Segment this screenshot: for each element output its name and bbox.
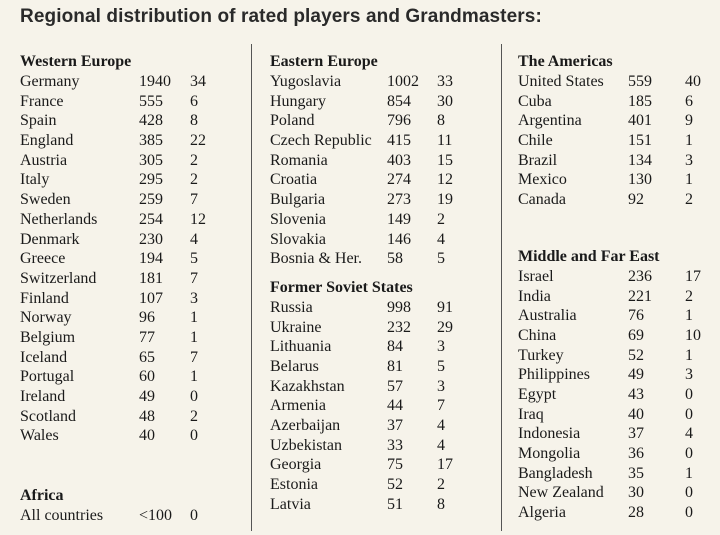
table-row xyxy=(270,436,495,456)
country-name: Finland xyxy=(20,289,69,307)
grandmaster-count: 91 xyxy=(437,298,453,316)
rated-players-count: 181 xyxy=(139,269,163,287)
grandmaster-count: 30 xyxy=(437,92,453,110)
table-row xyxy=(518,503,718,523)
table-row xyxy=(518,190,718,210)
grandmaster-count: 3 xyxy=(685,366,693,384)
table-row xyxy=(518,267,718,287)
rated-players-count: 77 xyxy=(139,328,155,346)
country-name: Lithuania xyxy=(270,338,332,356)
rated-players-count: 96 xyxy=(139,309,155,327)
grandmaster-count: 34 xyxy=(190,73,206,90)
country-name: Azerbaijan xyxy=(270,417,341,434)
grandmaster-count: 7 xyxy=(190,269,198,287)
section-eastern-europe xyxy=(270,52,495,269)
grandmaster-count: 1 xyxy=(190,368,198,386)
country-name: Bangladesh xyxy=(518,464,593,482)
grandmaster-count: 1 xyxy=(685,346,693,364)
country-name: Netherlands xyxy=(20,210,98,228)
grandmaster-count: 8 xyxy=(190,112,198,130)
grandmaster-count: 9 xyxy=(685,112,693,130)
rated-players-count: 51 xyxy=(387,495,403,513)
rated-players-count: 33 xyxy=(387,436,403,454)
country-name: Philippines xyxy=(518,366,591,384)
rated-players-count: 1940 xyxy=(139,73,171,90)
country-name: Belgium xyxy=(20,328,76,346)
country-name: Ukraine xyxy=(270,318,322,336)
rated-players-count: 36 xyxy=(628,445,644,462)
country-name: Mongolia xyxy=(518,445,581,462)
table-row xyxy=(270,190,495,210)
country-name: Germany xyxy=(20,73,80,90)
grandmaster-count: 4 xyxy=(437,417,445,434)
table-row xyxy=(270,298,495,318)
grandmaster-count: 3 xyxy=(437,338,445,356)
table-row xyxy=(20,506,240,526)
country-name: Poland xyxy=(270,112,315,130)
table-row xyxy=(20,92,240,112)
table-row xyxy=(270,495,495,515)
grandmaster-count: 1 xyxy=(685,132,693,150)
country-name: Indonesia xyxy=(518,425,581,443)
country-name: Sweden xyxy=(20,191,71,209)
table-row xyxy=(518,151,718,171)
country-name: Czech Republic xyxy=(270,132,372,150)
grandmaster-count: 15 xyxy=(437,151,453,169)
rated-players-count: 44 xyxy=(387,397,403,415)
grandmaster-count: 19 xyxy=(437,191,453,209)
country-name: Switzerland xyxy=(20,269,97,287)
country-name: Portugal xyxy=(20,368,75,386)
country-name: Norway xyxy=(20,309,72,327)
table-row xyxy=(20,308,240,328)
rated-players-count: 559 xyxy=(628,73,652,90)
grandmaster-count: 0 xyxy=(190,507,198,524)
rated-players-count: 1002 xyxy=(387,73,419,90)
country-name: Romania xyxy=(270,151,328,169)
rated-players-count: 37 xyxy=(387,417,403,434)
country-name: Canada xyxy=(518,191,566,209)
table-row xyxy=(270,249,495,269)
grandmaster-count: 4 xyxy=(685,425,693,443)
rated-players-count: 295 xyxy=(139,171,163,189)
grandmaster-count: 1 xyxy=(190,309,198,327)
rated-players-count: 43 xyxy=(628,385,644,403)
grandmaster-count: 1 xyxy=(685,171,693,189)
grandmaster-count: 5 xyxy=(190,250,198,268)
table-row xyxy=(518,424,718,444)
table-row xyxy=(20,210,240,230)
country-name: Austria xyxy=(20,151,68,169)
rated-players-count: 57 xyxy=(387,377,403,395)
section-former-soviet-states xyxy=(270,278,495,515)
table-row xyxy=(518,444,718,464)
country-name: All countries xyxy=(20,507,104,524)
country-name: Wales xyxy=(20,427,59,445)
table-row xyxy=(270,396,495,416)
column-divider xyxy=(501,44,502,531)
rated-players-count: 254 xyxy=(139,210,163,228)
table-row xyxy=(518,287,718,307)
table-row xyxy=(270,92,495,112)
grandmaster-count: 7 xyxy=(437,397,445,415)
table-row xyxy=(270,111,495,131)
country-name: Chile xyxy=(518,132,553,150)
country-name: Italy xyxy=(20,171,50,189)
grandmaster-count: 8 xyxy=(437,112,445,130)
country-name: Iraq xyxy=(518,405,544,423)
section-heading: Former Soviet States xyxy=(270,278,413,296)
rated-players-count: 236 xyxy=(628,267,652,285)
table-row xyxy=(518,170,718,190)
grandmaster-count: 1 xyxy=(685,464,693,482)
rated-players-count: 49 xyxy=(628,366,644,384)
section-africa xyxy=(20,486,240,526)
rated-players-count: 221 xyxy=(628,287,652,305)
table-row xyxy=(270,455,495,475)
table-row xyxy=(270,475,495,495)
rated-players-count: 415 xyxy=(387,132,411,150)
rated-players-count: 76 xyxy=(628,307,644,325)
table-row xyxy=(518,92,718,112)
grandmaster-count: 3 xyxy=(190,289,198,307)
grandmaster-count: 2 xyxy=(190,171,198,189)
grandmaster-count: 17 xyxy=(437,456,453,474)
rated-players-count: 60 xyxy=(139,368,155,386)
rated-players-count: 230 xyxy=(139,230,163,248)
table-row xyxy=(20,407,240,427)
country-name: Georgia xyxy=(270,456,322,474)
country-name: Australia xyxy=(518,307,577,325)
table-row xyxy=(270,170,495,190)
rated-players-count: 134 xyxy=(628,151,652,169)
table-row xyxy=(270,357,495,377)
grandmaster-count: 40 xyxy=(685,73,701,90)
rated-players-count: 194 xyxy=(139,250,163,268)
country-name: Yugoslavia xyxy=(270,73,342,90)
grandmaster-count: 2 xyxy=(190,151,198,169)
table-row xyxy=(20,367,240,387)
grandmaster-count: 0 xyxy=(190,427,198,445)
rated-players-count: 998 xyxy=(387,298,411,316)
rated-players-count: 65 xyxy=(139,348,155,366)
grandmaster-count: 12 xyxy=(437,171,453,189)
grandmaster-count: 0 xyxy=(190,388,198,405)
table-row xyxy=(518,346,718,366)
grandmaster-count: 6 xyxy=(685,92,693,110)
table-row xyxy=(518,405,718,425)
rated-players-count: 92 xyxy=(628,191,644,209)
section-americas xyxy=(518,52,718,210)
table-row xyxy=(20,289,240,309)
section-heading: Western Europe xyxy=(20,53,132,70)
grandmaster-count: 1 xyxy=(190,328,198,346)
page-title: Regional distribution of rated players and Grandmasters: xyxy=(20,6,542,27)
grandmaster-count: 0 xyxy=(685,504,693,522)
country-name: Denmark xyxy=(20,230,80,248)
rated-players-count: 428 xyxy=(139,112,163,130)
grandmaster-count: 4 xyxy=(190,230,198,248)
country-name: Belarus xyxy=(270,357,319,375)
country-name: Cuba xyxy=(518,92,552,110)
grandmaster-count: 10 xyxy=(685,326,701,344)
grandmaster-count: 0 xyxy=(685,405,693,423)
rated-players-count: 84 xyxy=(387,338,403,356)
grandmaster-count: 12 xyxy=(190,210,206,228)
table-row xyxy=(20,269,240,289)
rated-players-count: 130 xyxy=(628,171,652,189)
grandmaster-count: 22 xyxy=(190,132,206,150)
rated-players-count: 58 xyxy=(387,250,403,268)
section-heading: Africa xyxy=(20,487,64,504)
section-middle-far-east xyxy=(518,247,718,523)
rated-players-count: 52 xyxy=(387,476,403,494)
rated-players-count: 37 xyxy=(628,425,644,443)
table-row xyxy=(270,337,495,357)
country-name: Kazakhstan xyxy=(270,377,345,395)
table-row xyxy=(20,230,240,250)
table-row xyxy=(20,111,240,131)
grandmaster-count: 2 xyxy=(437,476,445,494)
table-row xyxy=(20,328,240,348)
table-row xyxy=(20,190,240,210)
table-row xyxy=(518,111,718,131)
country-name: Greece xyxy=(20,250,66,268)
rated-players-count: 274 xyxy=(387,171,411,189)
grandmaster-count: 33 xyxy=(437,73,453,90)
section-heading: The Americas xyxy=(518,53,613,70)
country-name: Bulgaria xyxy=(270,191,326,209)
grandmaster-count: 0 xyxy=(685,445,693,462)
rated-players-count: 385 xyxy=(139,132,163,150)
table-row xyxy=(270,230,495,250)
section-western-europe xyxy=(20,52,240,446)
rated-players-count: 305 xyxy=(139,151,163,169)
grandmaster-count: 5 xyxy=(437,250,445,268)
grandmaster-count: 3 xyxy=(437,377,445,395)
rated-players-count: 81 xyxy=(387,357,403,375)
country-name: Mexico xyxy=(518,171,567,189)
table-row xyxy=(20,131,240,151)
country-name: Scotland xyxy=(20,407,76,425)
table-row xyxy=(270,151,495,171)
rated-players-count: 28 xyxy=(628,504,644,522)
country-name: Hungary xyxy=(270,92,326,110)
grandmaster-count: 17 xyxy=(685,267,701,285)
country-name: Slovenia xyxy=(270,210,326,228)
grandmaster-count: 11 xyxy=(437,132,453,150)
rated-players-count: 403 xyxy=(387,151,411,169)
rated-players-count: 30 xyxy=(628,484,644,502)
rated-players-count: 151 xyxy=(628,132,652,150)
section-heading: Middle and Far East xyxy=(518,247,660,265)
grandmaster-count: 2 xyxy=(685,191,693,209)
rated-players-count: 185 xyxy=(628,92,652,110)
grandmaster-count: 2 xyxy=(190,407,198,425)
table-row xyxy=(518,326,718,346)
column-middle xyxy=(270,52,495,514)
table-row xyxy=(20,170,240,190)
rated-players-count: 146 xyxy=(387,230,411,248)
rated-players-count: <100 xyxy=(139,507,173,524)
section-heading: Eastern Europe xyxy=(270,53,378,70)
table-row xyxy=(270,210,495,230)
country-name: Brazil xyxy=(518,151,558,169)
country-name: Latvia xyxy=(270,495,311,513)
table-row xyxy=(20,249,240,269)
table-row xyxy=(20,72,240,92)
country-name: Russia xyxy=(270,298,313,316)
country-name: New Zealand xyxy=(518,484,604,502)
rated-players-count: 149 xyxy=(387,210,411,228)
country-name: Estonia xyxy=(270,476,318,494)
country-name: Uzbekistan xyxy=(270,436,342,454)
table-row xyxy=(270,318,495,338)
rated-players-count: 40 xyxy=(628,405,644,423)
table-row xyxy=(518,464,718,484)
grandmaster-count: 4 xyxy=(437,230,445,248)
table-row xyxy=(270,416,495,436)
table-row xyxy=(518,131,718,151)
country-name: Spain xyxy=(20,112,57,130)
column-divider xyxy=(251,44,252,531)
grandmaster-count: 2 xyxy=(685,287,693,305)
grandmaster-count: 1 xyxy=(685,307,693,325)
grandmaster-count: 7 xyxy=(190,348,198,366)
grandmaster-count: 0 xyxy=(685,484,693,502)
rated-players-count: 107 xyxy=(139,289,163,307)
table-row xyxy=(518,483,718,503)
country-name: Iceland xyxy=(20,348,68,366)
country-name: Argentina xyxy=(518,112,582,130)
grandmaster-count: 29 xyxy=(437,318,453,336)
grandmaster-count: 8 xyxy=(437,495,445,513)
rated-players-count: 232 xyxy=(387,318,411,336)
table-row xyxy=(270,72,495,92)
table-row xyxy=(518,385,718,405)
grandmaster-count: 7 xyxy=(190,191,198,209)
grandmaster-count: 6 xyxy=(190,92,198,110)
country-name: Bosnia & Her. xyxy=(270,250,362,268)
table-row xyxy=(270,377,495,397)
country-name: Algeria xyxy=(518,504,566,522)
country-name: France xyxy=(20,92,64,110)
rated-players-count: 69 xyxy=(628,326,644,344)
country-name: Egypt xyxy=(518,385,557,403)
rated-players-count: 854 xyxy=(387,92,411,110)
rated-players-count: 40 xyxy=(139,427,155,445)
rated-players-count: 273 xyxy=(387,191,411,209)
country-name: England xyxy=(20,132,74,150)
table-row xyxy=(270,131,495,151)
column-left xyxy=(20,52,240,446)
rated-players-count: 259 xyxy=(139,191,163,209)
table-row xyxy=(518,365,718,385)
grandmaster-count: 4 xyxy=(437,436,445,454)
table-row xyxy=(20,348,240,368)
country-name: Armenia xyxy=(270,397,326,415)
table-row xyxy=(518,306,718,326)
rated-players-count: 555 xyxy=(139,92,163,110)
country-name: Turkey xyxy=(518,346,564,364)
grandmaster-count: 3 xyxy=(685,151,693,169)
rated-players-count: 75 xyxy=(387,456,403,474)
column-right xyxy=(518,52,718,523)
table-row xyxy=(20,151,240,171)
rated-players-count: 48 xyxy=(139,407,155,425)
country-name: India xyxy=(518,287,551,305)
table-row xyxy=(20,387,240,407)
country-name: Israel xyxy=(518,267,554,285)
country-name: Slovakia xyxy=(270,230,326,248)
rated-players-count: 49 xyxy=(139,388,155,405)
country-name: Ireland xyxy=(20,388,66,405)
rated-players-count: 35 xyxy=(628,464,644,482)
country-name: Croatia xyxy=(270,171,318,189)
grandmaster-count: 2 xyxy=(437,210,445,228)
country-name: United States xyxy=(518,73,604,90)
country-name: China xyxy=(518,326,557,344)
rated-players-count: 401 xyxy=(628,112,652,130)
rated-players-count: 52 xyxy=(628,346,644,364)
grandmaster-count: 5 xyxy=(437,357,445,375)
table-row xyxy=(20,426,240,446)
rated-players-count: 796 xyxy=(387,112,411,130)
table-row xyxy=(518,72,718,92)
grandmaster-count: 0 xyxy=(685,385,693,403)
